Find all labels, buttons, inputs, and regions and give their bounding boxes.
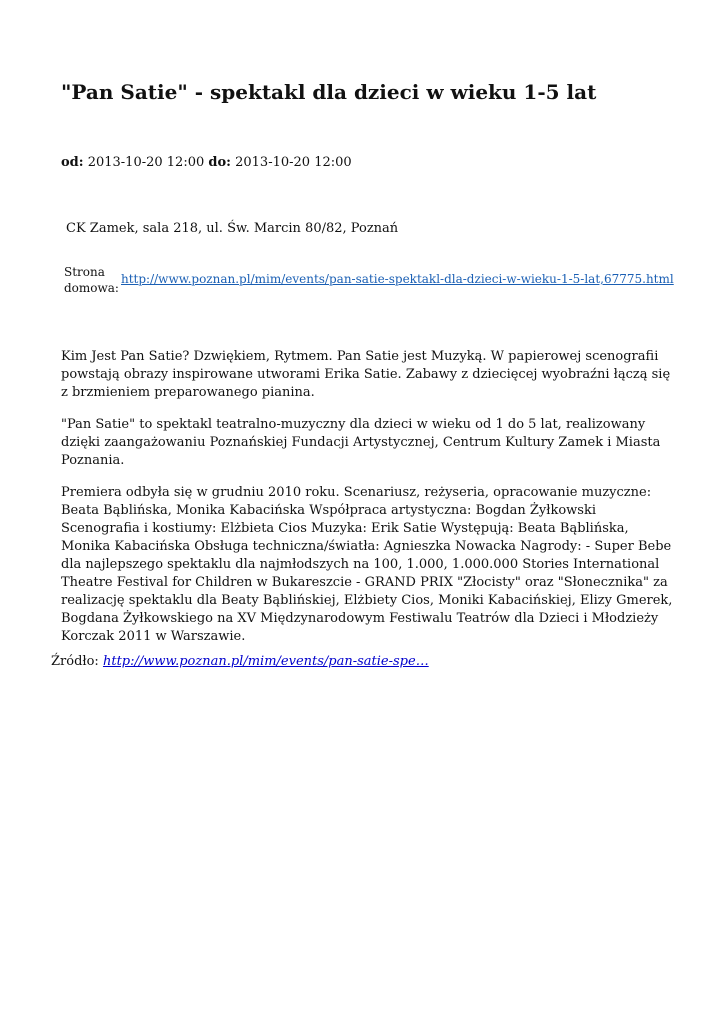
source-link[interactable]: http://www.poznan.pl/mim/events/pan-satie-spe… (102, 654, 429, 669)
source-label: Źródło: (51, 654, 99, 669)
homepage-link[interactable]: http://www.poznan.pl/mim/events/pan-satie-spektakl-dla-dzieci-w-wieku-1-5-lat,67775.html (121, 272, 674, 286)
date-from-label: od: (61, 155, 84, 170)
article-body (61, 348, 676, 660)
paragraph-description: "Pan Satie" to spektakl teatralno-muzyczny dla dzieci w wieku od 1 do 5 lat, realizowany dzięki zaangażowaniu Poznańskiej Fundacji Artystycznej, Centrum Kultury Zamek i Miasta Poznania. (61, 417, 661, 468)
event-location: CK Zamek, sala 218, ul. Św. Marcin 80/82, Poznań (66, 221, 399, 236)
homepage-label: Strona domowa: (64, 265, 119, 295)
date-from-value: 2013-10-20 12:00 (87, 155, 205, 170)
source-line (51, 653, 429, 671)
date-to-label: do: (208, 155, 231, 170)
paragraph-intro: Kim Jest Pan Satie? Dzwiękiem, Rytmem. Pan Satie jest Muzyką. W papierowej scenografii powstają obrazy inspirowane utworami Erika Satie. Zabawy z dziecięcej wyobraźni łączą się z brzmieniem preparowanego pianina. (61, 349, 671, 400)
paragraph-credits: Premiera odbyła się w grudniu 2010 roku. Scenariusz, reżyseria, opracowanie muzyczne: Beata Bąblińska, Monika Kabacińska Współpraca artystyczna: Bogdan Żyłkowski Scenografia i kostiumy: Elżbieta Cios Muzyka: Erik Satie Występują: Beata Bąblińska, Monika Kabacińska Obsługa techniczna/światła: Agnieszka Nowacka Nagrody: - Super Bebe dla najlepszego spektaklu dla najmłodszych na 100, 1.000, 1.000.000 Stories International Theatre Festival for Children w Bukareszcie - GRAND PRIX "Złocisty" oraz "Słonecznika" za realizację spektaklu dla Beaty Bąblińskiej, Elżbiety Cios, Moniki Kabacińskiej, Elizy Gmerek, Bogdana Żyłkowskiego na XV Międzynarodowym Festiwalu Teatrów dla Dzieci i Młodzieży Korczak 2011 w Warszawie. (61, 485, 673, 644)
date-to-value: 2013-10-20 12:00 (235, 155, 352, 170)
event-dates (61, 154, 352, 172)
page-title: "Pan Satie" - spektakl dla dzieci w wieku 1-5 lat (61, 80, 597, 104)
